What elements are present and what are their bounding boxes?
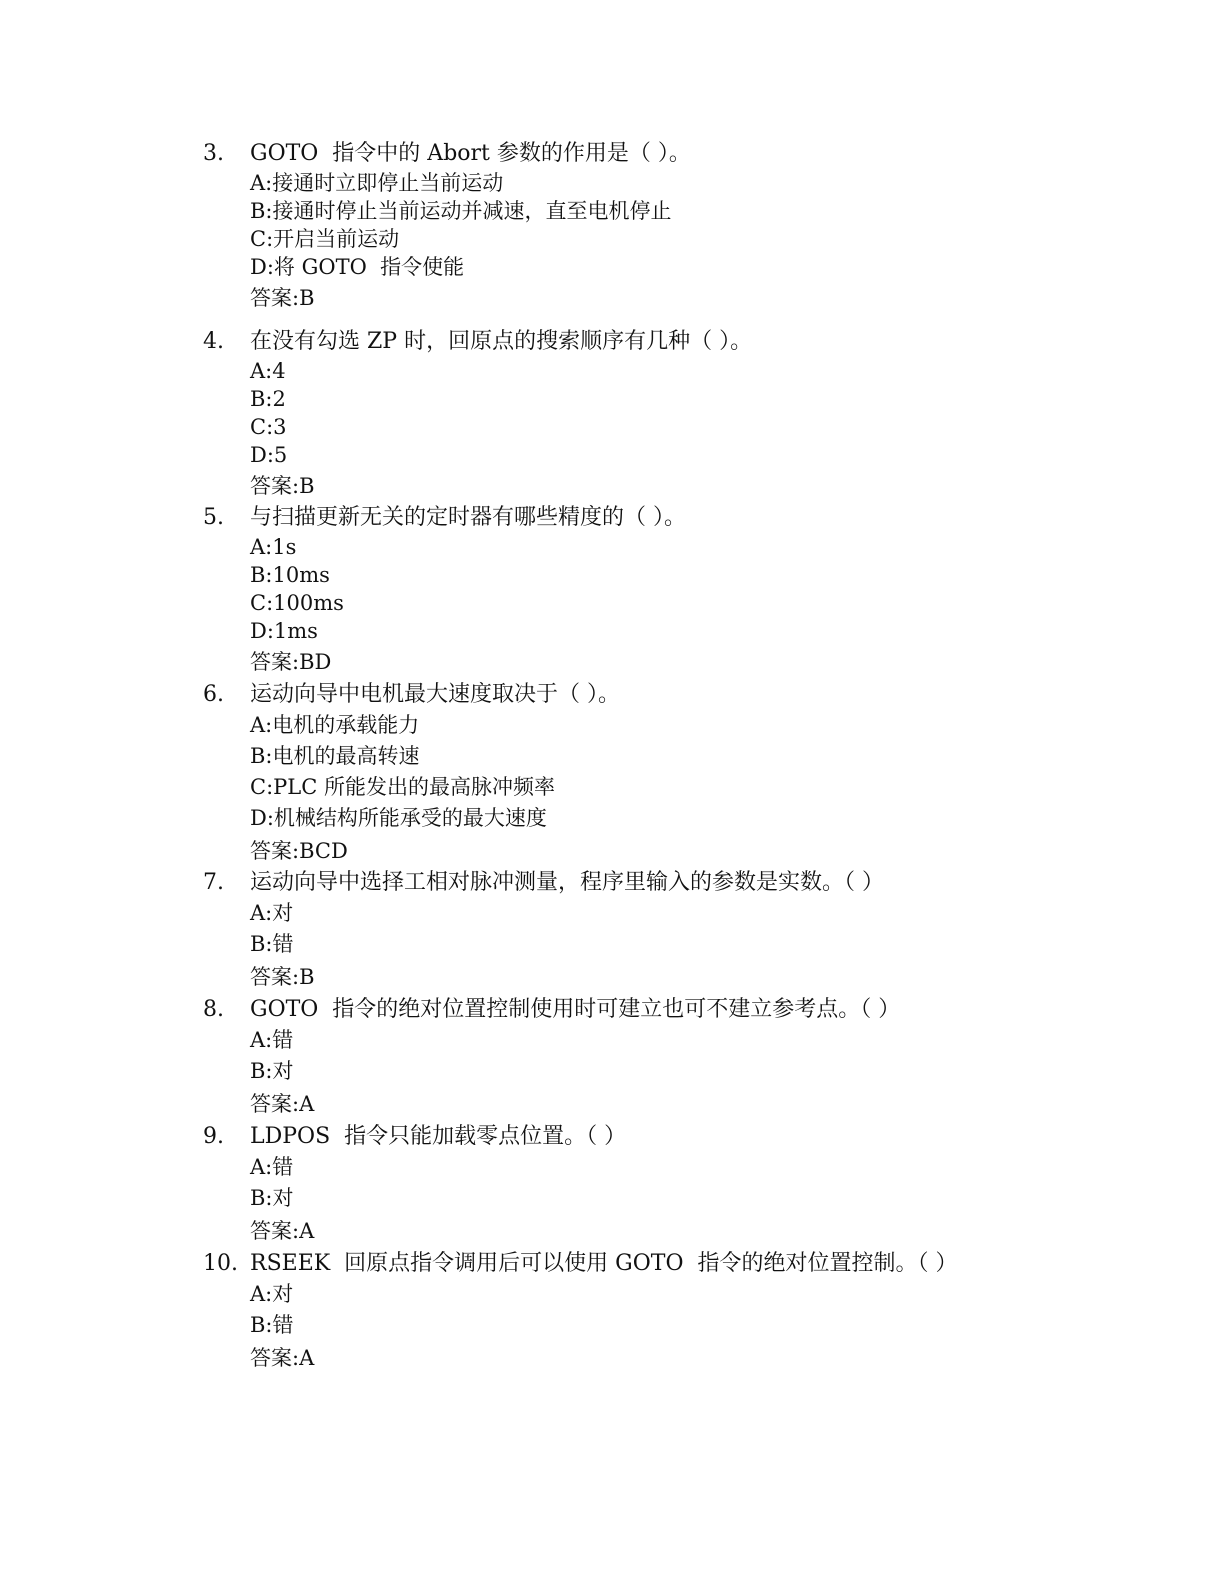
question-number: 9.	[203, 1124, 224, 1149]
question-number: 7.	[203, 870, 224, 895]
question-stem-line	[203, 139, 1103, 169]
option-b: B:10ms	[250, 563, 330, 587]
option-b: B:对	[250, 1186, 294, 1210]
question-9	[203, 1122, 1103, 1248]
option-a: A:4	[250, 359, 286, 383]
option-c: C:100ms	[250, 591, 344, 615]
option-c: C:3	[250, 415, 287, 439]
option-a: A:电机的承载能力	[250, 713, 420, 737]
option-d: D:机械结构所能承受的最大速度	[250, 806, 547, 830]
option-list	[250, 1152, 1103, 1248]
option-list	[250, 1279, 1103, 1375]
option-b: B:2	[250, 387, 286, 411]
answer-line: 答案:BCD	[250, 839, 348, 863]
question-4	[203, 327, 1103, 503]
option-b: B:接通时停止当前运动并减速，直至电机停止	[250, 199, 672, 223]
option-d: D:1ms	[250, 619, 318, 643]
option-list	[250, 710, 1103, 868]
question-stem: 运动向导中电机最大速度取决于（ ）。	[250, 682, 620, 707]
question-5	[203, 503, 1103, 679]
option-a: A:对	[250, 1282, 294, 1306]
question-3	[203, 139, 1103, 315]
question-10	[203, 1249, 1103, 1375]
answer-line: 答案:B	[250, 965, 315, 989]
answer-line: 答案:A	[250, 1346, 315, 1370]
question-number: 4.	[203, 329, 224, 354]
option-list	[250, 898, 1103, 994]
answer-line: 答案:BD	[250, 650, 332, 674]
option-b: B:电机的最高转速	[250, 744, 420, 768]
question-number: 10.	[203, 1251, 238, 1276]
question-stem: 与扫描更新无关的定时器有哪些精度的（ ）。	[250, 505, 686, 530]
question-7	[203, 868, 1103, 994]
question-stem: RSEEK 回原点指令调用后可以使用 GOTO 指令的绝对位置控制。（ ）	[250, 1251, 958, 1276]
answer-line: 答案:A	[250, 1092, 315, 1116]
option-list	[250, 357, 1103, 503]
option-b: B:错	[250, 932, 294, 956]
question-stem-line	[203, 327, 1103, 357]
question-8	[203, 995, 1103, 1121]
question-number: 6.	[203, 682, 224, 707]
question-stem-line	[203, 1249, 1103, 1279]
answer-line: 答案:B	[250, 286, 315, 310]
question-number: 8.	[203, 997, 224, 1022]
question-stem-line	[203, 680, 1103, 710]
question-stem-line	[203, 868, 1103, 898]
question-stem-line	[203, 1122, 1103, 1152]
question-6	[203, 680, 1103, 868]
option-a: A:错	[250, 1155, 294, 1179]
option-d: D:将 GOTO 指令使能	[250, 255, 465, 279]
question-stem: GOTO 指令的绝对位置控制使用时可建立也可不建立参考点。（ ）	[250, 997, 901, 1022]
option-b: B:对	[250, 1059, 294, 1083]
option-a: A:接通时立即停止当前运动	[250, 171, 504, 195]
option-c: C:开启当前运动	[250, 227, 400, 251]
option-a: A:对	[250, 901, 294, 925]
option-b: B:错	[250, 1313, 294, 1337]
option-list	[250, 533, 1103, 679]
question-stem: 在没有勾选 ZP 时，回原点的搜索顺序有几种（ ）。	[250, 329, 753, 354]
answer-line: 答案:B	[250, 474, 315, 498]
question-stem-line	[203, 503, 1103, 533]
question-stem: 运动向导中选择工相对脉冲测量，程序里输入的参数是实数。（ ）	[250, 870, 884, 895]
option-a: A:1s	[250, 535, 297, 559]
option-d: D:5	[250, 443, 288, 467]
option-list	[250, 169, 1103, 315]
option-c: C:PLC 所能发出的最高脉冲频率	[250, 775, 555, 799]
question-number: 3.	[203, 141, 224, 166]
question-stem: LDPOS 指令只能加载零点位置。（ ）	[250, 1124, 627, 1149]
question-number: 5.	[203, 505, 224, 530]
answer-line: 答案:A	[250, 1219, 315, 1243]
question-stem: GOTO 指令中的 Abort 参数的作用是（ ）。	[250, 141, 691, 166]
option-list	[250, 1025, 1103, 1121]
option-a: A:错	[250, 1028, 294, 1052]
question-stem-line	[203, 995, 1103, 1025]
